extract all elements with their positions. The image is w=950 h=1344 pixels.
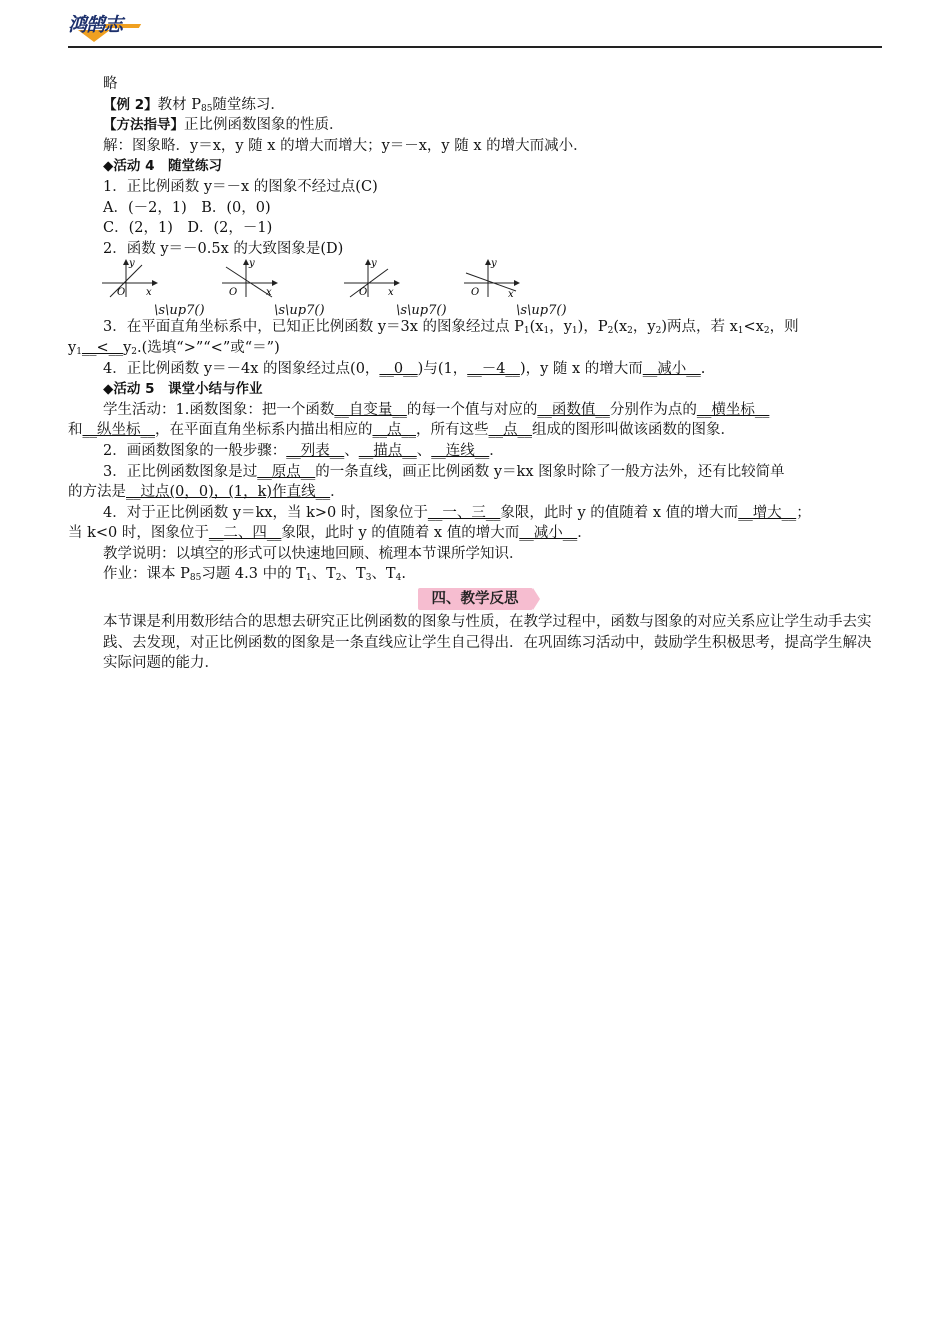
axis-y-label: y: [249, 259, 255, 270]
text: ，y: [549, 319, 572, 336]
text: 学生活动：1.函数图象：把一个函数: [103, 401, 335, 418]
answer-blank: __－4__: [467, 360, 520, 377]
text: <x: [743, 319, 764, 336]
answer-blank: __增大__: [738, 504, 797, 521]
subscript: 2: [627, 326, 633, 337]
text: 本节课是利用数形结合的思想去研究正比例函数的图象与性质，在教学过程中，函数与图象的对应关系应让学生动手去实践、去发现，对正比例函数的图象是一条直线应让学生自己得出．在巩固练习活动中，鼓励学生积极思考，提高学生解决实际问题的能力．: [103, 614, 872, 672]
logo-text: 鸿鹄志: [68, 14, 123, 36]
text: ◆活动 4 随堂练习: [103, 158, 222, 175]
graph-c-caption: \s\up7(): [396, 303, 447, 319]
heading-activity-4: [68, 156, 882, 177]
text: ，则: [769, 319, 799, 336]
text: 4．对于正比例函数 y＝kx，当 k>0 时，图象位于: [103, 504, 428, 521]
axis-x-label: x: [508, 289, 514, 300]
answer-blank: __原点__: [257, 463, 316, 480]
subscript: 2: [335, 573, 342, 584]
origin-label: O: [229, 287, 238, 299]
line-1: [68, 74, 882, 95]
text: 1．正比例函数 y＝－x 的图象不经过点(C): [103, 178, 378, 195]
question-3-cont: [68, 338, 882, 359]
axis-x-label: x: [388, 287, 394, 299]
graph-c: [342, 259, 402, 299]
reflection-badge: 四、教学反思: [418, 588, 533, 610]
axis-y-label: y: [129, 259, 135, 270]
subscript: 3: [365, 573, 372, 584]
text: ，y: [632, 319, 656, 336]
origin-label: O: [117, 287, 126, 299]
text: ，所有这些: [416, 422, 489, 439]
question-2: [68, 239, 882, 260]
axis-x-label: x: [146, 287, 152, 299]
text: ．: [577, 525, 592, 542]
summary-3-cont: [68, 482, 882, 503]
subscript: 4: [395, 573, 402, 584]
text: ．: [330, 484, 345, 501]
subscript: 85: [200, 103, 213, 114]
answer-graphs: [98, 259, 882, 317]
text: ，在平面直角坐标系内描出相应的: [155, 422, 373, 439]
question-1-options-cd: [68, 218, 882, 239]
text: )两点，若 x: [661, 319, 738, 336]
text: C．(2，1) D．(2，－1): [103, 220, 273, 237]
graph-a: [100, 259, 160, 299]
subscript: 2: [607, 326, 614, 337]
subscript: 2: [655, 326, 662, 337]
method-label: 【方法指导】: [103, 117, 184, 134]
answer-blank: __纵坐标__: [82, 422, 155, 439]
logo: [68, 10, 146, 42]
text: 正比例函数图象的性质．: [184, 117, 344, 134]
graph-d: [462, 259, 522, 299]
teaching-note: [68, 544, 882, 565]
text: A．(－2，1) B．(0，0): [103, 199, 271, 216]
question-4: [68, 359, 882, 380]
text: 随堂练习．: [212, 96, 285, 113]
text: 和: [68, 422, 83, 439]
text: 教学说明：以填空的形式可以快速地回顾、梳理本节课所学知识．: [103, 545, 524, 562]
text: 、T: [311, 566, 336, 583]
text: y: [68, 339, 77, 356]
graph-b-caption: \s\up7(): [274, 303, 325, 319]
line-solution: [68, 136, 882, 157]
origin-label: O: [471, 287, 480, 299]
answer-blank: __点__: [488, 422, 532, 439]
answer-blank: __列表__: [286, 442, 345, 459]
axis-x-label: x: [266, 287, 272, 299]
answer-blank: __一、三__: [427, 504, 501, 521]
origin-label: O: [359, 287, 368, 299]
text: 的每一个值与对应的: [406, 401, 538, 418]
text: )与(1，: [417, 360, 468, 377]
answer-blank: __函数值__: [537, 401, 610, 418]
text: )，P: [577, 319, 608, 336]
document-body: [68, 74, 882, 674]
axis-y-label: y: [371, 259, 377, 270]
summary-4-cont: [68, 523, 882, 544]
example-label: 【例 2】: [103, 96, 158, 113]
text: 4．正比例函数 y＝－4x 的图象经过点(0，: [103, 360, 380, 377]
text: y: [123, 339, 132, 356]
text: 、T: [371, 566, 396, 583]
text: ；: [796, 504, 811, 521]
text: 2．函数 y＝－0.5x 的大致图象是(D): [103, 240, 344, 257]
answer-blank: __点__: [372, 422, 416, 439]
line-method: [68, 115, 882, 136]
answer-blank: __减小__: [519, 525, 578, 542]
subscript: 1: [523, 326, 530, 337]
reflection-paragraph: [68, 612, 882, 674]
text: 3．正比例函数图象是过: [103, 463, 258, 480]
text: 3．在平面直角坐标系中，已知正比例函数 y＝3x 的图象经过点 P: [103, 319, 524, 336]
text: 教材 P: [157, 96, 201, 113]
text: 、: [344, 442, 359, 459]
subscript: 2: [763, 326, 770, 337]
subscript: 1: [737, 326, 744, 337]
text: 当 k<0 时，图象位于: [68, 525, 209, 542]
text: ◆活动 5 课堂小结与作业: [103, 381, 263, 398]
subscript: 85: [189, 573, 202, 584]
text: ．: [489, 442, 504, 459]
line-example-2: [68, 95, 882, 116]
section-reflection-title: [68, 588, 882, 610]
text: 解：图象略．y＝x，y 随 x 的增大而增大；y＝－x，y 随 x 的增大而减小．: [103, 137, 588, 154]
subscript: 1: [543, 326, 550, 337]
graph-d-caption: \s\up7(): [516, 303, 567, 319]
text: 的方法是: [68, 484, 126, 501]
question-1-options-ab: [68, 198, 882, 219]
text: .(选填“>”“<”或“＝”): [137, 339, 280, 356]
answer-blank: __自变量__: [334, 401, 407, 418]
text: 习题 4.3 中的 T: [201, 566, 306, 583]
text: 略: [103, 76, 118, 92]
answer-blank: __连线__: [431, 442, 490, 459]
heading-activity-5: [68, 379, 882, 400]
answer-blank: __描点__: [358, 442, 417, 459]
text: )，y 随 x 的增大而: [519, 360, 643, 377]
answer-blank: __过点(0，0)，(1，k)作直线__: [126, 484, 331, 501]
summary-1-cont: [68, 420, 882, 441]
text: .: [700, 360, 706, 377]
text: (x: [529, 319, 544, 336]
text: 分别作为点的: [609, 401, 697, 418]
text: 、: [416, 442, 432, 459]
answer-blank: __减小__: [642, 360, 701, 377]
axis-y-label: y: [491, 259, 497, 270]
subscript: 1: [305, 573, 312, 584]
text: 象限，此时 y 的值随着 x 值的增大而: [500, 504, 739, 521]
summary-3: [68, 462, 882, 483]
summary-4: [68, 503, 882, 524]
text: .: [401, 566, 406, 583]
text: (x: [613, 319, 628, 336]
graph-a-caption: \s\up7(): [154, 303, 205, 319]
question-1: [68, 177, 882, 198]
text: 象限，此时 y 的值随着 x 值的增大而: [281, 525, 520, 542]
subscript: 1: [571, 326, 578, 337]
page-header: [68, 8, 882, 48]
graph-b: [220, 259, 280, 299]
text: 组成的图形叫做该函数的图象．: [532, 422, 735, 439]
answer-blank: __横坐标__: [696, 401, 770, 418]
subscript: 2: [131, 346, 138, 357]
text: 、T: [341, 566, 366, 583]
text: 的一条直线，画正比例函数 y＝kx 图象时除了一般方法外，还有比较简单: [315, 463, 785, 480]
summary-1: [68, 400, 882, 421]
homework: [68, 564, 882, 585]
answer-blank: __0__: [379, 360, 418, 377]
text: 2．画函数图象的一般步骤：: [103, 442, 287, 459]
answer-blank: __<__: [81, 339, 124, 356]
subscript: 1: [76, 346, 82, 357]
answer-blank: __二、四__: [208, 525, 282, 542]
summary-2: [68, 441, 882, 462]
text: 作业：课本 P: [103, 566, 190, 583]
